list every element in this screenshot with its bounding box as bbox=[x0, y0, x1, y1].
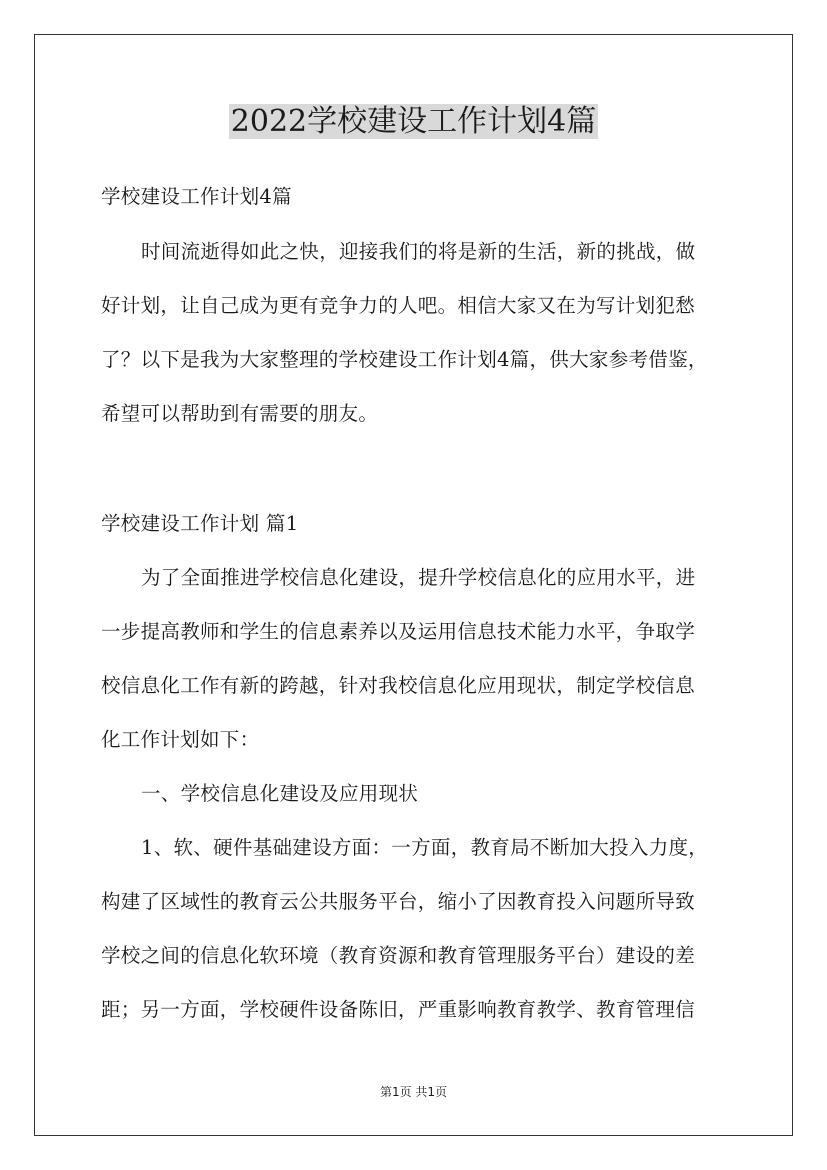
subheading: 一、学校信息化建设及应用现状 bbox=[141, 782, 419, 805]
section-line-1: 为了全面推进学校信息化建设，提升学校信息化的应用水平，进 bbox=[141, 566, 696, 589]
section-line-4: 化工作计划如下： bbox=[101, 728, 260, 751]
section-heading: 学校建设工作计划 篇1 bbox=[101, 512, 299, 535]
point-line-2: 构建了区域性的教育云公共服务平台，缩小了因教育投入问题所导致 bbox=[101, 890, 696, 913]
section-line-3: 校信息化工作有新的跨越，针对我校信息化应用现状，制定学校信息 bbox=[101, 674, 696, 697]
point-line-4: 距；另一方面，学校硬件设备陈旧，严重影响教育教学、教育管理信 bbox=[101, 998, 696, 1021]
document-title bbox=[0, 102, 827, 142]
intro-line-1: 时间流逝得如此之快，迎接我们的将是新的生活，新的挑战，做 bbox=[141, 240, 696, 263]
intro-line-2: 好计划，让自己成为更有竞争力的人吧。相信大家又在为写计划犯愁 bbox=[101, 294, 696, 317]
intro-line-4: 希望可以帮助到有需要的朋友。 bbox=[101, 402, 379, 425]
page-footer: 第1页 共1页 bbox=[379, 1085, 448, 1099]
document-title-text: 2022学校建设工作计划4篇 bbox=[230, 104, 597, 139]
point-line-1: 1、软、硬件基础建设方面：一方面，教育局不断加大投入力度， bbox=[141, 836, 709, 859]
section-line-2: 一步提高教师和学生的信息素养以及运用信息技术能力水平，争取学 bbox=[101, 620, 696, 643]
document-subtitle: 学校建设工作计划4篇 bbox=[101, 185, 292, 208]
point-line-3: 学校之间的信息化软环境（教育资源和教育管理服务平台）建设的差 bbox=[101, 944, 696, 967]
intro-line-3: 了？以下是我为大家整理的学校建设工作计划4篇，供大家参考借鉴， bbox=[101, 348, 708, 371]
